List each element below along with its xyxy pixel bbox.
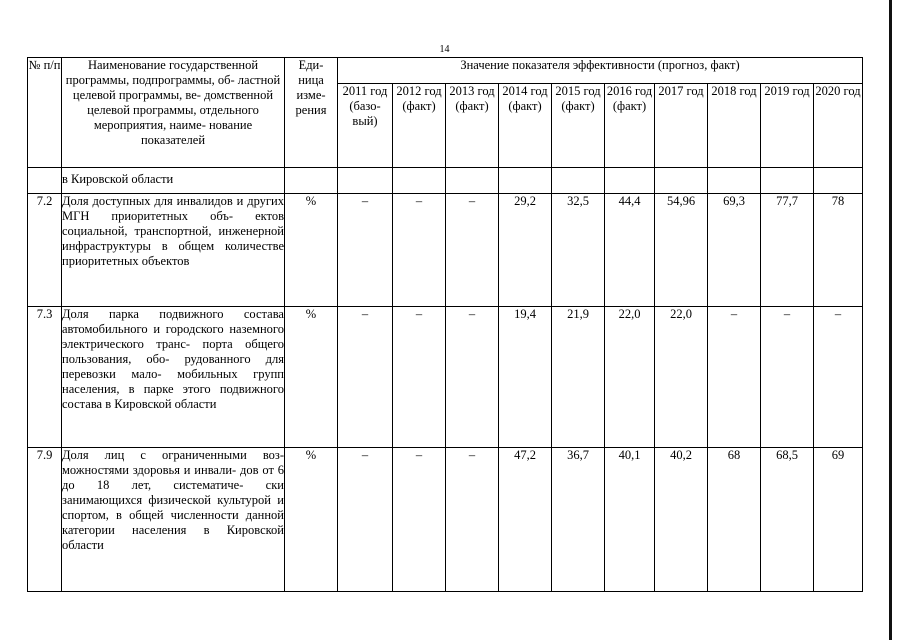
value-cell: 68,5 <box>761 448 814 592</box>
value-cell: – <box>761 307 814 448</box>
header-year: 2012 год (факт) <box>393 84 446 168</box>
row-unit: % <box>285 194 338 307</box>
value-cell: 21,9 <box>552 307 605 448</box>
row-unit: % <box>285 307 338 448</box>
empty-cell <box>393 168 446 194</box>
header-year: 2019 год <box>761 84 814 168</box>
table-row-continuation <box>28 168 863 194</box>
empty-cell <box>446 168 499 194</box>
row-name: Доля доступных для инвалидов и других МГН приоритетных объ- ектов социальной, транспортной, инженерной инфраструктуры в общем количестве приоритетных объектов <box>62 194 285 307</box>
value-cell: – <box>814 307 863 448</box>
value-cell: 69,3 <box>708 194 761 307</box>
header-row-top <box>28 58 863 84</box>
table-row <box>28 448 863 592</box>
row-num <box>28 168 62 194</box>
value-cell: – <box>446 307 499 448</box>
value-cell: 40,2 <box>655 448 708 592</box>
value-cell: 22,0 <box>605 307 655 448</box>
row-num: 7.2 <box>28 194 62 307</box>
row-unit: % <box>285 448 338 592</box>
indicators-table <box>27 57 863 592</box>
header-year: 2016 год (факт) <box>605 84 655 168</box>
empty-cell <box>605 168 655 194</box>
empty-cell <box>655 168 708 194</box>
header-year: 2014 год (факт) <box>499 84 552 168</box>
value-cell: – <box>338 194 393 307</box>
header-year: 2011 год (базо- вый) <box>338 84 393 168</box>
row-name: Доля парка подвижного состава автомобильного и городского наземного электрического транс- порта общего пользования, обо- рудованного для перевозки мало- мобильных групп населения, в парке этого подвижного состава в Кировской области <box>62 307 285 448</box>
value-cell: – <box>708 307 761 448</box>
value-cell: 32,5 <box>552 194 605 307</box>
header-year: 2013 год (факт) <box>446 84 499 168</box>
value-cell: – <box>446 194 499 307</box>
page-edge-rule <box>889 0 892 640</box>
table-row <box>28 194 863 307</box>
empty-cell <box>338 168 393 194</box>
value-cell: 77,7 <box>761 194 814 307</box>
empty-cell <box>708 168 761 194</box>
row-name: Доля лиц с ограниченными воз- можностями здоровья и инвали- дов от 6 до 18 лет, систематиче- ски занимающихся физической культурой и спортом, в общей численности данной категории населения в Кировской области <box>62 448 285 592</box>
empty-cell <box>761 168 814 194</box>
row-name: в Кировской области <box>62 168 285 194</box>
row-num: 7.3 <box>28 307 62 448</box>
row-num: 7.9 <box>28 448 62 592</box>
value-cell: 22,0 <box>655 307 708 448</box>
page-number: 14 <box>439 44 450 55</box>
value-cell: – <box>393 194 446 307</box>
header-year: 2017 год <box>655 84 708 168</box>
value-cell: – <box>393 307 446 448</box>
value-cell: 29,2 <box>499 194 552 307</box>
header-num: № п/п <box>28 58 62 168</box>
value-cell: – <box>338 448 393 592</box>
table-row <box>28 307 863 448</box>
header-unit: Еди- ница изме- рения <box>285 58 338 168</box>
header-values-group: Значение показателя эффективности (прогноз, факт) <box>338 58 863 84</box>
empty-cell <box>814 168 863 194</box>
value-cell: 68 <box>708 448 761 592</box>
empty-cell <box>499 168 552 194</box>
empty-cell <box>552 168 605 194</box>
header-year: 2020 год <box>814 84 863 168</box>
value-cell: – <box>446 448 499 592</box>
value-cell: – <box>338 307 393 448</box>
value-cell: 44,4 <box>605 194 655 307</box>
value-cell: 54,96 <box>655 194 708 307</box>
row-unit <box>285 168 338 194</box>
value-cell: 69 <box>814 448 863 592</box>
header-year: 2018 год <box>708 84 761 168</box>
value-cell: 40,1 <box>605 448 655 592</box>
value-cell: – <box>393 448 446 592</box>
value-cell: 78 <box>814 194 863 307</box>
header-name: Наименование государственной программы, подпрограммы, об- ластной целевой программы, ве- домственной целевой программы, отдельного мероприятия, наиме- нование показателей <box>62 58 285 168</box>
value-cell: 36,7 <box>552 448 605 592</box>
value-cell: 47,2 <box>499 448 552 592</box>
header-year: 2015 год (факт) <box>552 84 605 168</box>
value-cell: 19,4 <box>499 307 552 448</box>
